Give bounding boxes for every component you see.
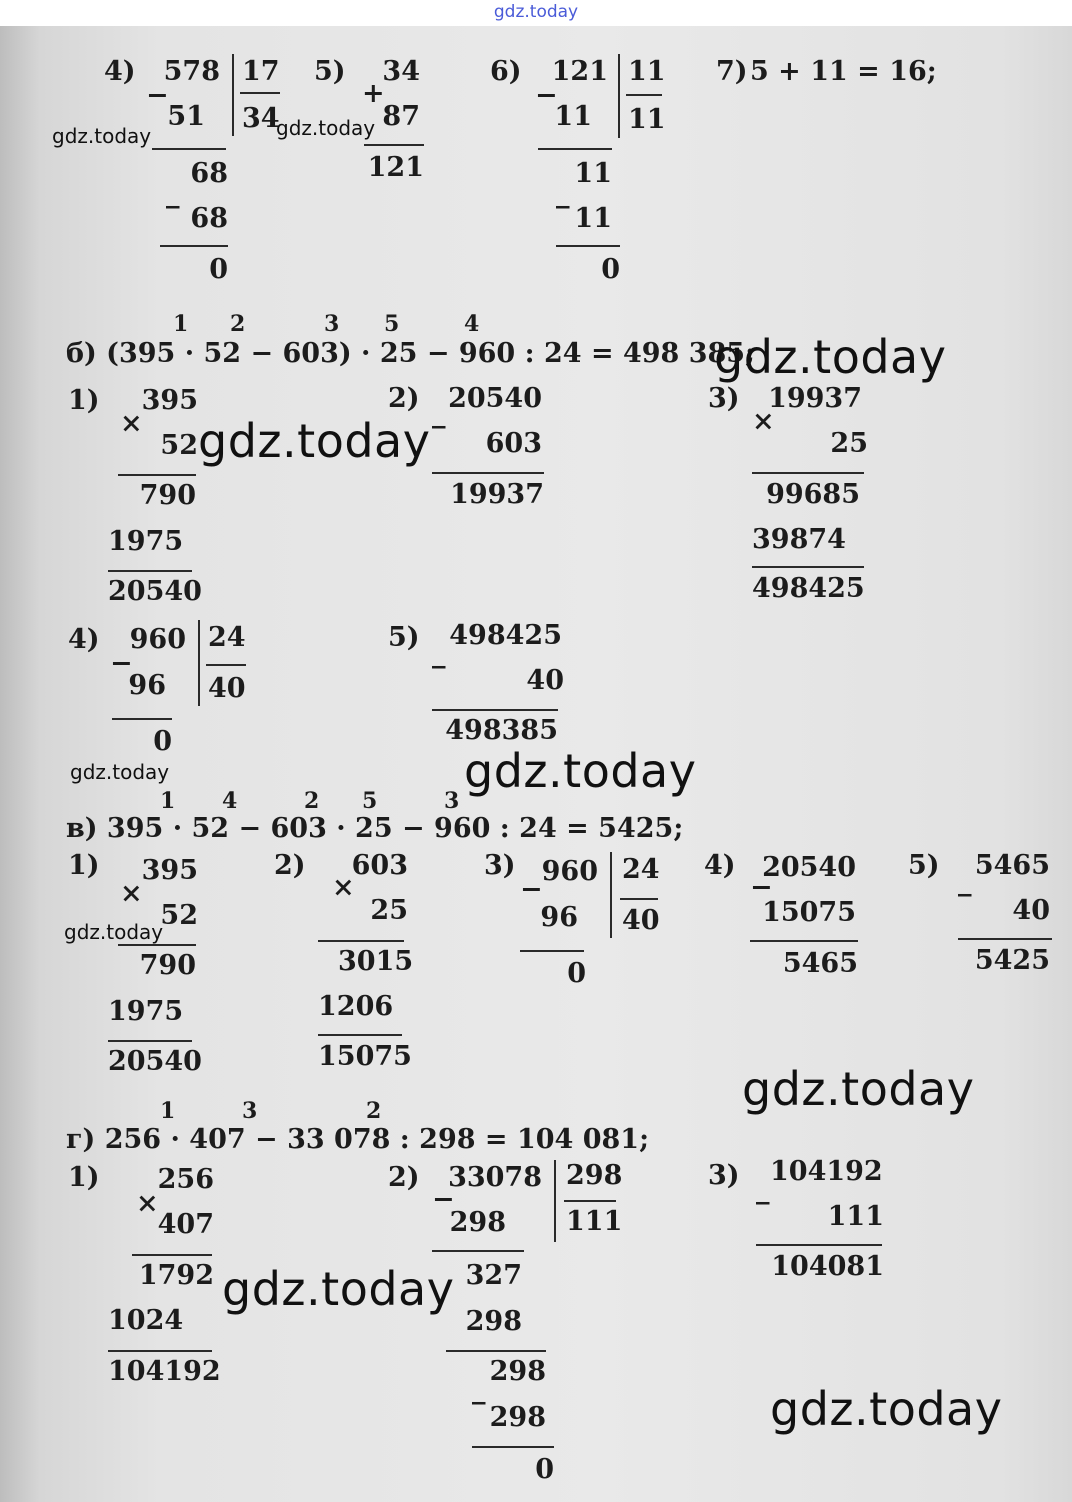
watermark: gdz.today bbox=[464, 744, 697, 798]
partial-product: 39874 bbox=[752, 524, 846, 555]
rule bbox=[752, 566, 864, 568]
difference: 104081 bbox=[771, 1251, 884, 1282]
step-label: 4) bbox=[704, 850, 736, 881]
step-label: 2) bbox=[274, 850, 306, 881]
step-label: 5) bbox=[314, 56, 346, 87]
multiplicand: 603 bbox=[351, 850, 408, 881]
minus-sign: _ bbox=[556, 178, 570, 209]
product: 15075 bbox=[318, 1041, 412, 1072]
minuend: 20540 bbox=[762, 852, 856, 883]
multiplier: 52 bbox=[160, 900, 198, 931]
subtrahend: 68 bbox=[190, 203, 228, 234]
times-sign: × bbox=[136, 1188, 159, 1219]
quotient: 11 bbox=[628, 104, 666, 135]
quotient: 40 bbox=[208, 673, 246, 704]
multiplier: 52 bbox=[160, 430, 198, 461]
division-bar bbox=[618, 54, 620, 138]
rule bbox=[446, 1350, 546, 1352]
subtrahend: 11 bbox=[554, 101, 592, 132]
minuend: 5465 bbox=[974, 850, 1050, 881]
addend: 87 bbox=[382, 101, 420, 132]
order-mark: 3 bbox=[242, 1098, 258, 1124]
partial-product: 1024 bbox=[108, 1305, 184, 1336]
remainder: 0 bbox=[209, 254, 228, 285]
minus-sign: − bbox=[110, 648, 133, 679]
rule bbox=[472, 1446, 554, 1448]
division-bar bbox=[198, 620, 200, 706]
step-label: 3) bbox=[708, 383, 740, 414]
divisor-line bbox=[620, 898, 658, 900]
order-mark: 3 bbox=[324, 311, 340, 337]
remainder: 327 bbox=[465, 1260, 522, 1291]
step-label: 3) bbox=[708, 1160, 740, 1191]
rule bbox=[432, 709, 558, 711]
divisor: 24 bbox=[622, 854, 660, 885]
product: 498425 bbox=[752, 573, 865, 604]
partial-product: 790 bbox=[139, 950, 196, 981]
order-mark: 2 bbox=[366, 1098, 382, 1124]
partial-product: 99685 bbox=[766, 479, 860, 510]
rule bbox=[160, 245, 228, 247]
watermark: gdz.today bbox=[70, 760, 170, 784]
multiplier: 25 bbox=[830, 428, 868, 459]
watermark: gdz.today bbox=[770, 1382, 1003, 1436]
step-label: 4) bbox=[104, 56, 136, 87]
minus-sign: _ bbox=[432, 398, 446, 429]
partial-product: 1792 bbox=[138, 1260, 214, 1291]
rule bbox=[118, 944, 196, 946]
addend: 34 bbox=[382, 56, 420, 87]
rule bbox=[752, 472, 864, 474]
rule bbox=[432, 472, 544, 474]
rule bbox=[958, 938, 1052, 940]
difference: 5425 bbox=[974, 945, 1050, 976]
remainder: 68 bbox=[190, 158, 228, 189]
partial-product: 1975 bbox=[108, 996, 184, 1027]
minus-sign: − bbox=[432, 1184, 455, 1215]
minus-sign: − bbox=[750, 872, 773, 903]
rule bbox=[750, 940, 858, 942]
order-mark: 2 bbox=[304, 788, 320, 814]
subtrahend: 96 bbox=[128, 670, 166, 701]
rule bbox=[538, 148, 612, 150]
order-mark: 5 bbox=[384, 311, 400, 337]
times-sign: × bbox=[120, 878, 143, 909]
dividend: 960 bbox=[129, 624, 186, 655]
multiplicand: 395 bbox=[141, 855, 198, 886]
rule bbox=[108, 1040, 192, 1042]
multiplicand: 19937 bbox=[768, 383, 862, 414]
subtrahend: 40 bbox=[1012, 895, 1050, 926]
sum: 121 bbox=[367, 152, 424, 183]
partial-product: 790 bbox=[139, 480, 196, 511]
order-mark: 2 bbox=[230, 311, 246, 337]
remainder: 11 bbox=[574, 158, 612, 189]
expression: 5 + 11 = 16; bbox=[750, 56, 937, 87]
difference: 19937 bbox=[450, 479, 544, 510]
step-label: 1) bbox=[68, 850, 100, 881]
minus-sign: _ bbox=[432, 638, 446, 669]
times-sign: × bbox=[120, 408, 143, 439]
step-label: 7) bbox=[716, 56, 748, 87]
watermark: gdz.today bbox=[222, 1262, 455, 1316]
step-label: 6) bbox=[490, 56, 522, 87]
multiplicand: 256 bbox=[157, 1164, 214, 1195]
rule bbox=[756, 1244, 882, 1246]
step-label: 3) bbox=[484, 850, 516, 881]
dividend: 121 bbox=[551, 56, 608, 87]
subtrahend: 111 bbox=[827, 1201, 884, 1232]
partial-product: 1206 bbox=[318, 991, 394, 1022]
order-mark: 1 bbox=[173, 311, 189, 337]
rule bbox=[556, 245, 620, 247]
subtrahend: 298 bbox=[465, 1306, 522, 1337]
quotient: 34 bbox=[242, 103, 280, 134]
divisor-line bbox=[626, 94, 662, 96]
rule bbox=[432, 1250, 524, 1252]
divisor-line bbox=[564, 1200, 616, 1202]
minus-sign: − bbox=[146, 80, 169, 111]
watermark: gdz.today bbox=[742, 1062, 975, 1116]
rule bbox=[318, 1034, 402, 1036]
minus-sign: _ bbox=[472, 1374, 486, 1405]
difference: 5465 bbox=[782, 948, 858, 979]
order-mark: 3 bbox=[444, 788, 460, 814]
multiplicand: 395 bbox=[141, 385, 198, 416]
step-label: 1) bbox=[68, 1162, 100, 1193]
multiplier: 25 bbox=[370, 895, 408, 926]
minus-sign: _ bbox=[958, 866, 972, 897]
rule bbox=[108, 1350, 212, 1352]
rule bbox=[152, 148, 226, 150]
remainder: 0 bbox=[601, 254, 620, 285]
product: 20540 bbox=[108, 1046, 202, 1077]
subtrahend: 298 bbox=[489, 1402, 546, 1433]
subtrahend: 51 bbox=[167, 101, 205, 132]
step-label: 2) bbox=[388, 383, 420, 414]
dividend: 33078 bbox=[448, 1162, 542, 1193]
plus-sign: + bbox=[362, 78, 385, 109]
remainder: 0 bbox=[567, 958, 586, 989]
step-label: 1) bbox=[68, 385, 100, 416]
rule bbox=[364, 144, 424, 146]
partial-product: 3015 bbox=[338, 946, 414, 977]
watermark: gdz.today bbox=[198, 414, 431, 468]
divisor: 17 bbox=[242, 56, 280, 87]
watermark: gdz.today bbox=[714, 330, 947, 384]
minuend: 104192 bbox=[770, 1156, 883, 1187]
step-label: 5) bbox=[388, 622, 420, 653]
product: 20540 bbox=[108, 576, 202, 607]
division-bar bbox=[554, 1160, 556, 1242]
step-label: 2) bbox=[388, 1162, 420, 1193]
divisor: 24 bbox=[208, 622, 246, 653]
remainder: 0 bbox=[153, 726, 172, 757]
order-mark: 4 bbox=[464, 311, 480, 337]
rule bbox=[118, 474, 196, 476]
rule bbox=[520, 950, 584, 952]
partial-product: 1975 bbox=[108, 526, 184, 557]
division-bar bbox=[232, 54, 234, 136]
dividend: 578 bbox=[163, 56, 220, 87]
times-sign: × bbox=[752, 406, 775, 437]
minus-sign: − bbox=[535, 80, 558, 111]
rule bbox=[108, 570, 192, 572]
subtrahend: 15075 bbox=[762, 897, 856, 928]
subtrahend: 11 bbox=[574, 203, 612, 234]
step-label: 4) bbox=[68, 624, 100, 655]
order-mark: 4 bbox=[222, 788, 238, 814]
division-bar bbox=[610, 852, 612, 938]
subtrahend: 603 bbox=[485, 428, 542, 459]
difference: 498385 bbox=[445, 715, 558, 746]
order-mark: 1 bbox=[160, 788, 176, 814]
minus-sign: _ bbox=[756, 1174, 770, 1205]
divisor: 11 bbox=[628, 56, 666, 87]
minuend: 20540 bbox=[448, 383, 542, 414]
remainder: 298 bbox=[489, 1356, 546, 1387]
watermark: gdz.today bbox=[276, 116, 376, 140]
watermark: gdz.today bbox=[52, 124, 152, 148]
rule bbox=[318, 940, 404, 942]
header-watermark: gdz.today bbox=[493, 2, 579, 22]
quotient: 111 bbox=[566, 1206, 623, 1237]
order-mark: 5 bbox=[362, 788, 378, 814]
divisor-line bbox=[206, 664, 246, 666]
rule bbox=[112, 718, 172, 720]
minus-sign: − bbox=[520, 874, 543, 905]
subtrahend: 298 bbox=[449, 1207, 506, 1238]
minuend: 498425 bbox=[449, 620, 562, 651]
divisor-line bbox=[240, 92, 280, 94]
divisor: 298 bbox=[566, 1160, 623, 1191]
order-mark: 1 bbox=[160, 1098, 176, 1124]
equation: в) 395 · 52 − 603 · 25 − 960 : 24 = 5425; bbox=[66, 813, 684, 844]
subtrahend: 40 bbox=[526, 665, 564, 696]
product: 104192 bbox=[108, 1356, 221, 1387]
times-sign: × bbox=[332, 872, 355, 903]
multiplier: 407 bbox=[157, 1209, 214, 1240]
equation: б) (395 · 52 − 603) · 25 − 960 : 24 = 498 385; bbox=[66, 338, 756, 369]
step-label: 5) bbox=[908, 850, 940, 881]
remainder: 0 bbox=[535, 1454, 554, 1485]
watermark: gdz.today bbox=[64, 920, 164, 944]
quotient: 40 bbox=[622, 905, 660, 936]
rule bbox=[132, 1254, 212, 1256]
dividend: 960 bbox=[541, 856, 598, 887]
subtrahend: 96 bbox=[540, 902, 578, 933]
minus-sign: _ bbox=[166, 178, 180, 209]
equation: г) 256 · 407 − 33 078 : 298 = 104 081; bbox=[66, 1124, 650, 1155]
